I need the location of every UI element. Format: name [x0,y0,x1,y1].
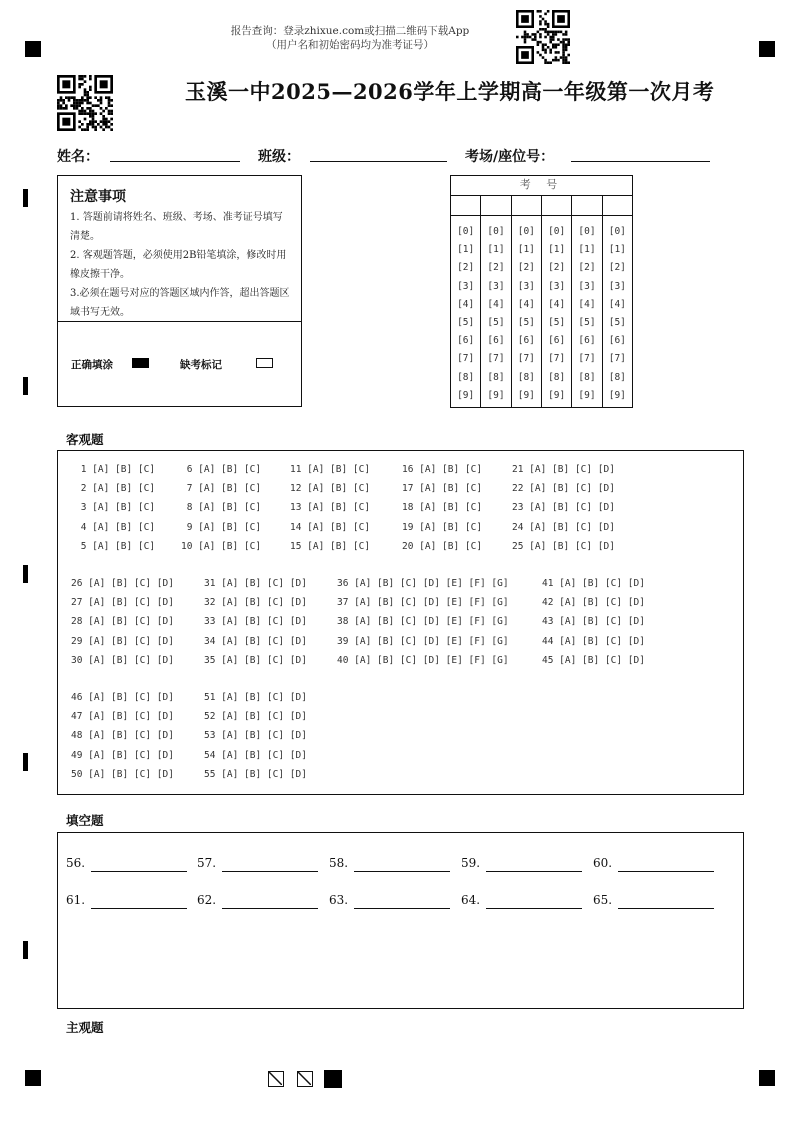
exam-digit-bubble[interactable]: [3] [517,280,535,292]
blank-number: 64. [461,893,481,907]
question-36[interactable]: 36 [A] [B] [C] [D] [E] [F] [G] [337,578,509,589]
exam-number-write-cells [451,196,632,216]
question-39[interactable]: 39 [A] [B] [C] [D] [E] [F] [G] [337,635,509,647]
question-7[interactable]: 7 [A] [B] [C] [181,483,262,495]
exam-digit-bubble[interactable]: [8] [517,371,535,383]
room-seat-label: 考场/座位号： [465,149,555,165]
exam-digit-bubble[interactable]: [6] [517,335,535,347]
exam-digit-bubble[interactable]: [3] [548,280,566,292]
exam-digit-bubble[interactable]: [0] [608,226,626,237]
exam-digit-bubble[interactable]: [5] [548,316,566,328]
exam-digit-bubble[interactable]: [4] [517,298,535,310]
exam-digit-bubble[interactable]: [1] [548,244,566,256]
exam-number-cell[interactable] [512,196,542,215]
exam-digit-bubble[interactable]: [1] [608,244,626,256]
exam-number-grid [450,175,633,408]
absent-mark-label: 缺考标记 [180,359,222,371]
exam-digit-bubble[interactable]: [7] [487,353,505,365]
timing-mark [23,753,28,771]
exam-number-cell[interactable] [603,196,632,215]
correct-fill-label: 正确填涂 [71,359,113,371]
registration-mark-top-right [759,41,775,57]
exam-digit-bubble[interactable]: [4] [548,298,566,310]
question-47[interactable]: 47 [A] [B] [C] [D] [71,711,174,723]
question-14[interactable]: 14 [A] [B] [C] [290,521,371,533]
exam-number-column [542,215,572,407]
exam-digit-bubble[interactable]: [8] [487,371,505,383]
exam-digit-bubble[interactable]: [1] [578,244,596,256]
student-info-row [57,146,737,168]
exam-digit-bubble[interactable]: [8] [578,371,596,383]
question-3[interactable]: 3 [A] [B] [C] [75,502,156,514]
exam-digit-bubble[interactable]: [4] [487,298,505,310]
exam-number-column [512,215,542,407]
exam-digit-bubble[interactable]: [7] [517,353,535,365]
exam-digit-bubble[interactable]: [3] [457,280,475,292]
exam-digit-bubble[interactable]: [3] [608,280,626,292]
question-52[interactable]: 52 [A] [B] [C] [D] [204,711,307,723]
question-43[interactable]: 43 [A] [B] [C] [D] [542,616,645,628]
blank-number: 65. [593,893,613,907]
blank-answer-line[interactable] [91,871,187,872]
subjective-section-title: 主观题 [66,1020,104,1035]
exam-digit-bubble[interactable]: [9] [457,389,475,401]
exam-digit-bubble[interactable]: [3] [487,280,505,292]
exam-number-column [481,215,511,407]
exam-digit-bubble[interactable]: [8] [457,371,475,383]
question-27[interactable]: 27 [A] [B] [C] [D] [71,597,174,609]
question-17[interactable]: 17 [A] [B] [C] [402,483,483,495]
question-29[interactable]: 29 [A] [B] [C] [D] [71,635,174,647]
timing-mark [23,377,28,395]
exam-digit-bubble[interactable]: [7] [608,353,626,365]
question-1[interactable]: 1 [A] [B] [C] [75,464,156,475]
name-label: 姓名： [57,149,99,165]
question-2[interactable]: 2 [A] [B] [C] [75,483,156,495]
page-indicator-slash-icon [268,1071,284,1087]
question-4[interactable]: 4 [A] [B] [C] [75,521,156,533]
question-8[interactable]: 8 [A] [B] [C] [181,502,262,514]
exam-digit-bubble[interactable]: [2] [548,262,566,274]
blank-number: 61. [66,893,86,907]
question-26[interactable]: 26 [A] [B] [C] [D] [71,578,174,589]
exam-digit-bubble[interactable]: [3] [578,280,596,292]
notice-item: 2. 客观题答题，必须使用2B铅笔填涂，修改时用橡皮擦干净。 [70,250,287,280]
question-53[interactable]: 53 [A] [B] [C] [D] [204,730,307,742]
question-37[interactable]: 37 [A] [B] [C] [D] [E] [F] [G] [337,597,509,609]
exam-number-column [572,215,602,407]
blank-answer-line[interactable] [354,908,450,909]
exam-digit-bubble[interactable]: [1] [487,244,505,256]
notice-title: 注意事项 [70,189,126,205]
exam-number-cell[interactable] [481,196,511,215]
timing-mark [23,565,28,583]
class-field[interactable] [310,161,447,162]
blank-number: 56. [66,856,86,870]
question-45[interactable]: 45 [A] [B] [C] [D] [542,654,645,666]
blank-answer-line[interactable] [222,871,318,872]
exam-digit-bubble[interactable]: [5] [578,316,596,328]
blank-answer-line[interactable] [618,871,714,872]
timing-mark [23,941,28,959]
question-15[interactable]: 15 [A] [B] [C] [290,540,371,552]
blank-number: 59. [461,856,481,870]
question-22[interactable]: 22 [A] [B] [C] [D] [512,483,615,495]
blank-number: 57. [197,856,217,870]
exam-digit-bubble[interactable]: [8] [548,371,566,383]
exam-digit-bubble[interactable]: [2] [487,262,505,274]
notice-divider [58,321,301,322]
exam-number-column [603,215,632,407]
exam-digit-bubble[interactable]: [5] [457,316,475,328]
correct-fill-sample [132,358,149,368]
question-19[interactable]: 19 [A] [B] [C] [402,521,483,533]
question-33[interactable]: 33 [A] [B] [C] [D] [204,616,307,628]
blank-answer-line[interactable] [618,908,714,909]
app-qr-code [516,10,570,64]
question-30[interactable]: 30 [A] [B] [C] [D] [71,654,174,666]
class-label: 班级： [258,149,300,165]
exam-number-header: 考 号 [451,176,632,196]
registration-mark-bottom-left [25,1070,41,1086]
exam-digit-bubble[interactable]: [9] [608,389,626,401]
question-35[interactable]: 35 [A] [B] [C] [D] [204,654,307,666]
exam-number-cell[interactable] [572,196,602,215]
question-9[interactable]: 9 [A] [B] [C] [181,521,262,533]
blank-answer-line[interactable] [222,908,318,909]
question-42[interactable]: 42 [A] [B] [C] [D] [542,597,645,609]
question-50[interactable]: 50 [A] [B] [C] [D] [71,768,174,780]
absent-mark-checkbox[interactable] [256,358,273,368]
notice-box [57,175,302,407]
exam-digit-bubble[interactable]: [0] [517,226,535,237]
name-field[interactable] [110,161,240,162]
exam-digit-bubble[interactable]: [0] [578,226,596,237]
question-5[interactable]: 5 [A] [B] [C] [75,540,156,552]
question-34[interactable]: 34 [A] [B] [C] [D] [204,635,307,647]
question-13[interactable]: 13 [A] [B] [C] [290,502,371,514]
notice-items [70,208,292,322]
question-21[interactable]: 21 [A] [B] [C] [D] [512,464,615,475]
exam-number-cell[interactable] [451,196,481,215]
question-10[interactable]: 10 [A] [B] [C] [181,540,262,552]
password-note: （用户名和初始密码均为准考证号） [266,39,434,51]
objective-answer-box [57,450,744,795]
room-seat-field[interactable] [571,161,710,162]
question-40[interactable]: 40 [A] [B] [C] [D] [E] [F] [G] [337,654,509,666]
exam-digit-bubble[interactable]: [6] [457,335,475,347]
notice-item: 3.必须在题号对应的答题区域内作答，超出答题区域书写无效。 [70,288,290,318]
exam-digit-bubble[interactable]: [7] [457,353,475,365]
registration-mark-top-left [25,41,41,57]
question-44[interactable]: 44 [A] [B] [C] [D] [542,635,645,647]
fill-blank-section-title: 填空题 [66,813,104,828]
blank-number: 62. [197,893,217,907]
exam-digit-bubble[interactable]: [9] [487,389,505,401]
exam-digit-bubble[interactable]: [5] [517,316,535,328]
student-qr-code [57,75,113,131]
question-23[interactable]: 23 [A] [B] [C] [D] [512,502,615,514]
notice-item: 1. 答题前请将姓名、班级、考场、准考证号填写清楚。 [70,212,283,242]
question-48[interactable]: 48 [A] [B] [C] [D] [71,730,174,742]
blank-answer-line[interactable] [91,908,187,909]
question-16[interactable]: 16 [A] [B] [C] [402,464,483,475]
exam-digit-bubble[interactable]: [8] [608,371,626,383]
exam-digit-bubble[interactable]: [2] [608,262,626,274]
exam-digit-bubble[interactable]: [1] [457,244,475,256]
exam-digit-bubble[interactable]: [6] [578,335,596,347]
exam-digit-bubble[interactable]: [5] [608,316,626,328]
exam-digit-bubble[interactable]: [5] [487,316,505,328]
exam-digit-bubble[interactable]: [2] [457,262,475,274]
question-12[interactable]: 12 [A] [B] [C] [290,483,371,495]
exam-number-cell[interactable] [542,196,572,215]
exam-digit-bubble[interactable]: [0] [487,226,505,237]
question-46[interactable]: 46 [A] [B] [C] [D] [71,692,174,703]
question-31[interactable]: 31 [A] [B] [C] [D] [204,578,307,589]
question-6[interactable]: 6 [A] [B] [C] [181,464,262,475]
exam-digit-bubble[interactable]: [9] [548,389,566,401]
objective-section-title: 客观题 [66,432,104,447]
timing-mark [23,189,28,207]
exam-digit-bubble[interactable]: [6] [548,335,566,347]
blank-number: 63. [329,893,349,907]
question-41[interactable]: 41 [A] [B] [C] [D] [542,578,645,589]
exam-digit-bubble[interactable]: [7] [548,353,566,365]
exam-digit-bubble[interactable]: [7] [578,353,596,365]
exam-digit-bubble[interactable]: [0] [548,226,566,237]
question-24[interactable]: 24 [A] [B] [C] [D] [512,521,615,533]
exam-digit-bubble[interactable]: [9] [578,389,596,401]
exam-number-column [451,215,481,407]
question-49[interactable]: 49 [A] [B] [C] [D] [71,749,174,761]
exam-digit-bubble[interactable]: [4] [457,298,475,310]
question-54[interactable]: 54 [A] [B] [C] [D] [204,749,307,761]
exam-digit-bubble[interactable]: [2] [578,262,596,274]
fill-blank-answer-box [57,832,744,1009]
question-51[interactable]: 51 [A] [B] [C] [D] [204,692,307,703]
exam-digit-bubble[interactable]: [2] [517,262,535,274]
question-32[interactable]: 32 [A] [B] [C] [D] [204,597,307,609]
exam-digit-bubble[interactable]: [4] [578,298,596,310]
exam-digit-bubble[interactable]: [0] [457,226,475,237]
question-11[interactable]: 11 [A] [B] [C] [290,464,371,475]
blank-number: 58. [329,856,349,870]
blank-answer-line[interactable] [354,871,450,872]
exam-digit-bubble[interactable]: [4] [608,298,626,310]
question-38[interactable]: 38 [A] [B] [C] [D] [E] [F] [G] [337,616,509,628]
blank-number: 60. [593,856,613,870]
question-55[interactable]: 55 [A] [B] [C] [D] [204,768,307,780]
page-title: 玉溪一中2025—2026学年上学期高一年级第一次月考 [185,79,715,104]
page-indicator-filled [324,1070,342,1088]
page-indicator-slash-icon [297,1071,313,1087]
question-20[interactable]: 20 [A] [B] [C] [402,540,483,552]
question-28[interactable]: 28 [A] [B] [C] [D] [71,616,174,628]
exam-number-bubbles [451,215,632,407]
blank-answer-line[interactable] [486,871,582,872]
exam-digit-bubble[interactable]: [9] [517,389,535,401]
question-25[interactable]: 25 [A] [B] [C] [D] [512,540,615,552]
exam-digit-bubble[interactable]: [6] [608,335,626,347]
question-18[interactable]: 18 [A] [B] [C] [402,502,483,514]
report-query-note: 报告查询：登录zhixue.com或扫描二维码下载App [230,25,470,37]
registration-mark-bottom-right [759,1070,775,1086]
blank-answer-line[interactable] [486,908,582,909]
exam-digit-bubble[interactable]: [6] [487,335,505,347]
exam-digit-bubble[interactable]: [1] [517,244,535,256]
